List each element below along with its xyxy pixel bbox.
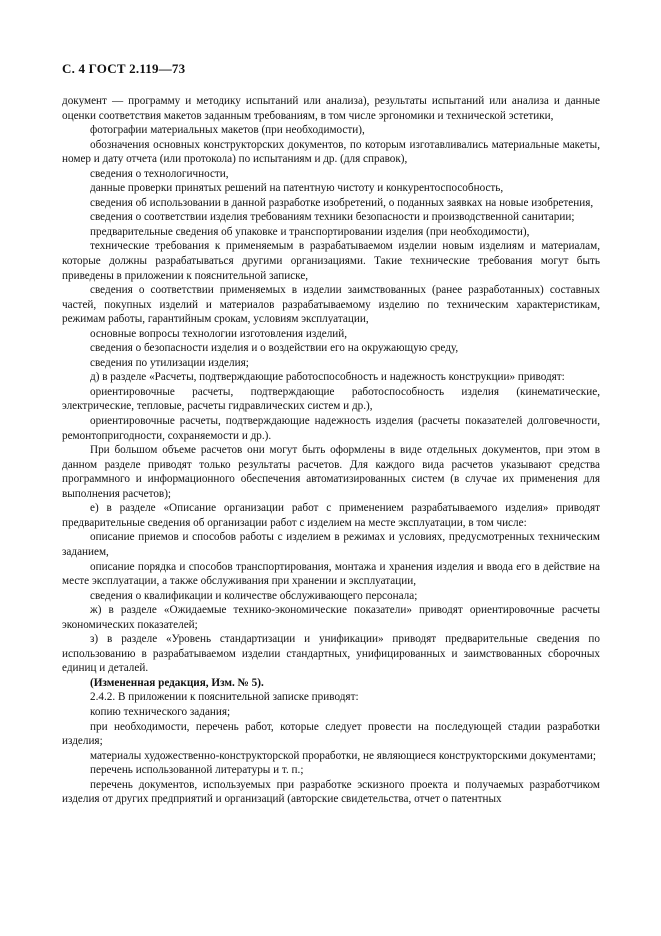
paragraph: сведения о квалификации и количестве обслуживающего персонала; bbox=[90, 589, 418, 602]
paragraph: сведения по утилизации изделия; bbox=[90, 356, 249, 369]
document-body bbox=[62, 94, 600, 807]
paragraph: данные проверки принятых решений на патентную чистоту и конкурентоспособность, bbox=[90, 182, 504, 195]
paragraph: з) в разделе «Уровень стандартизации и унификации» приводят предварительные сведения по использованию в разрабатываемом изделии стандартных, унифицированных и заимствованных сборочных единиц и деталей. bbox=[62, 633, 600, 675]
paragraph: сведения о технологичности, bbox=[90, 167, 229, 180]
paragraph: сведения о соответствии применяемых в изделии заимствованных (ранее разработанных) составных частей, покупных изделий и материалов разрабатываемому изделию по техническим характеристикам, режимам работы, гарантийным срокам, условиям эксплуатации, bbox=[62, 284, 600, 326]
paragraph: перечень использованной литературы и т. п.; bbox=[90, 764, 304, 777]
paragraph: документ — программу и методику испытаний или анализа), результаты испытаний или анализа и данные оценки соответствия макетов заданным требованиям, в том числе эргономики и технической эстетики, bbox=[62, 95, 600, 122]
paragraph: сведения о соответствии изделия требованиям техники безопасности и производственной санитарии; bbox=[90, 211, 575, 224]
paragraph: предварительные сведения об упаковке и транспортировании изделия (при необходимости), bbox=[90, 225, 530, 238]
paragraph: основные вопросы технологии изготовления изделий, bbox=[90, 327, 348, 340]
paragraph: сведения об использовании в данной разработке изобретений, о поданных заявках на новые изобретения, bbox=[90, 196, 594, 209]
paragraph: материалы художественно-конструкторской проработки, не являющиеся конструкторскими документами; bbox=[90, 749, 597, 762]
paragraph: ориентировочные расчеты, подтверждающие работоспособность изделия (кинематические, электрические, тепловые, расчеты гидравлических систем и др.), bbox=[62, 385, 600, 413]
paragraph: при необходимости, перечень работ, которые следует провести на последующей стадии разработки изделия; bbox=[62, 720, 600, 748]
paragraph: перечень документов, используемых при разработке эскизного проекта и получаемых разработчиком изделия от других предприятий и организаций (авторские свидетельства, отчет о патентных bbox=[62, 778, 600, 806]
page-header: С. 4 ГОСТ 2.119—73 bbox=[62, 61, 186, 76]
paragraph: обозначения основных конструкторских документов, по которым изготавливались материальные макеты, номер и дату отчета (или протокола) по испытаниям и др. (для справок), bbox=[62, 138, 600, 166]
paragraph: (Измененная редакция, Изм. № 5). bbox=[90, 676, 264, 689]
paragraph: сведения о безопасности изделия и о воздействии его на окружающую среду, bbox=[90, 342, 459, 355]
paragraph: е) в разделе «Описание организации работ с применением разрабатываемого изделия» приводят предварительные сведения об организации работ с изделием на месте эксплуатации, в том числе: bbox=[62, 502, 600, 529]
paragraph: фотографии материальных макетов (при необходимости), bbox=[90, 124, 365, 137]
paragraph: описание приемов и способов работы с изделием в режимах и условиях, предусмотренных техническим заданием, bbox=[62, 531, 600, 558]
paragraph: описание порядка и способов транспортирования, монтажа и хранения изделия и ввода его в действие на месте эксплуатации, а также обслуживания при хранении и эксплуатации, bbox=[62, 560, 600, 588]
paragraph: технические требования к применяемым в разрабатываемом изделии новым изделиям и материалам, которые должны разрабатываться другими организациями. Такие технические требования могут быть приведены в приложении к пояснительной записке, bbox=[62, 240, 600, 282]
paragraph: д) в разделе «Расчеты, подтверждающие работоспособность и надежность конструкции» приводят: bbox=[90, 371, 565, 384]
paragraph: копию технического задания; bbox=[90, 705, 231, 718]
paragraph: При большом объеме расчетов они могут быть оформлены в виде отдельных документов, при этом в данном разделе приводят только результаты расчетов. Для каждого вида расчетов указывают средства программного и информационного обеспечения автоматизированных систем (в случае их применения для выполнения расчетов); bbox=[62, 444, 600, 500]
paragraph: ориентировочные расчеты, подтверждающие надежность изделия (расчеты показателей долговечности, ремонтопригодности, сохраняемости и др.). bbox=[62, 415, 600, 442]
paragraph: ж) в разделе «Ожидаемые технико-экономические показатели» приводят ориентировочные расчеты экономических показателей; bbox=[62, 604, 600, 631]
paragraph: 2.4.2. В приложении к пояснительной записке приводят: bbox=[90, 691, 359, 704]
